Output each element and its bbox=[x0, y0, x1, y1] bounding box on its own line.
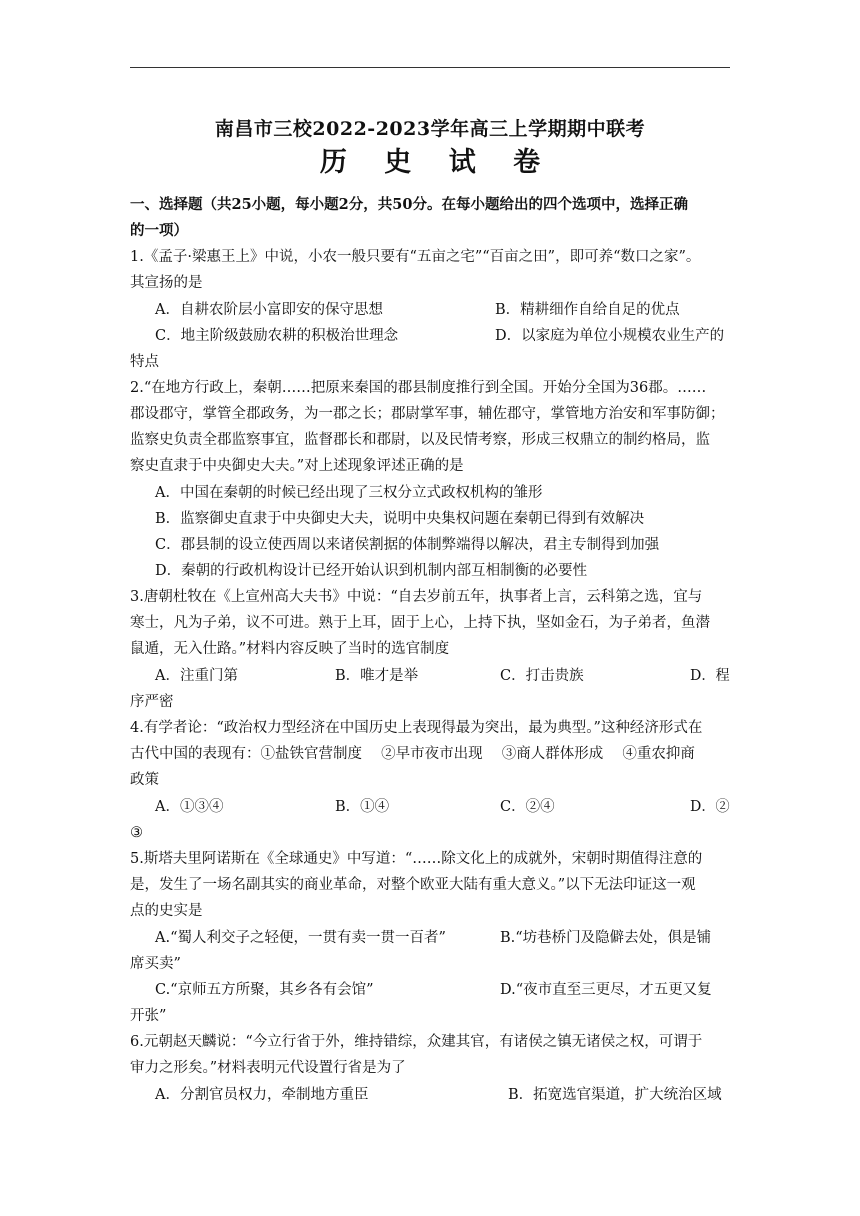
q2-stem: 察史直隶于中央御史大夫。”对上述现象评述正确的是 bbox=[130, 458, 464, 474]
q5-stem: 点的史实是 bbox=[130, 903, 203, 919]
q3-stem: 3.唐朝杜牧在《上宣州高大夫书》中说：“自去岁前五年，执事者上言，云科第之选，宜与 bbox=[130, 589, 703, 605]
q5-stem: 是，发生了一场名副其实的商业革命，对整个欧亚大陆有重大意义。”以下无法印证这一观 bbox=[130, 877, 696, 893]
q5-option-d: D.“夜市直至三更尽，才五更又复 bbox=[500, 982, 712, 998]
q5-option-b-continued: 席买卖” bbox=[130, 956, 181, 972]
subject-title: 历 史 试 卷 bbox=[319, 147, 555, 178]
q4-stem: 政策 bbox=[130, 772, 159, 788]
q1-option-c: C．地主阶级鼓励农耕的积极治世理念 bbox=[155, 328, 399, 344]
exam-title: 南昌市三校2022-2023学年高三上学期期中联考 bbox=[214, 118, 646, 140]
q3-option-d-continued: 序严密 bbox=[130, 694, 174, 710]
q5-stem: 5.斯塔夫里阿诺斯在《全球通史》中写道：“……除文化上的成就外，宋朝时期值得注意的 bbox=[130, 851, 703, 867]
q6-option-a: A．分割官员权力，牵制地方重臣 bbox=[155, 1087, 369, 1103]
q2-option-b: B．监察御史直隶于中央御史大夫，说明中央集权问题在秦朝已得到有效解决 bbox=[155, 511, 645, 527]
q6-stem: 6.元朝赵天麟说：“今立行省于外，维持错综，众建其官，有诸侯之镇无诸侯之权，可谓于 bbox=[130, 1034, 703, 1050]
q3-option-d: D．程 bbox=[690, 668, 730, 684]
q6-option-b: B．拓宽选官渠道，扩大统治区域 bbox=[508, 1087, 722, 1103]
q1-option-d: D．以家庭为单位小规模农业生产的 bbox=[495, 328, 725, 344]
q4-stem: 4.有学者论：“政治权力型经济在中国历史上表现得最为突出，最为典型。”这种经济形式在 bbox=[130, 720, 703, 736]
q5-option-c: C.“京师五方所聚，其乡各有会馆” bbox=[155, 982, 374, 998]
q5-option-d-continued: 开张” bbox=[130, 1008, 167, 1024]
q2-stem: 2.“在地方行政上，秦朝……把原来秦国的郡县制度推行到全国。开始分全国为36郡。…… bbox=[130, 380, 707, 396]
q3-option-c: C．打击贵族 bbox=[500, 668, 584, 684]
q2-stem: 监察史负责全郡监察事宜，监督郡长和郡尉，以及民情考察，形成三权鼎立的制约格局，监 bbox=[130, 432, 710, 448]
q2-option-a: A．中国在秦朝的时候已经出现了三权分立式政权机构的雏形 bbox=[155, 485, 543, 501]
q4-option-d: D．② bbox=[690, 799, 730, 815]
q3-stem: 寒士，凡为子弟，议不可进。熟于上耳，固于上心，上持下执，坚如金石，为子弟者，鱼潜 bbox=[130, 615, 710, 631]
header-rule bbox=[130, 67, 730, 68]
q5-option-b: B.“坊巷桥门及隐僻去处，俱是铺 bbox=[500, 930, 712, 946]
q3-option-a: A．注重门第 bbox=[155, 668, 238, 684]
q1-option-d-continued: 特点 bbox=[130, 354, 159, 370]
q4-option-b: B．①④ bbox=[335, 799, 390, 815]
q5-option-a: A.“蜀人利交子之轻便，一贯有卖一贯一百者” bbox=[155, 930, 446, 946]
q4-option-d-continued: ③ bbox=[130, 825, 143, 841]
q1-stem: 1.《孟子·梁惠王上》中说，小农一般只要有“五亩之宅”“百亩之田”，即可养“数口之家”。 bbox=[130, 249, 701, 265]
q3-option-b: B．唯才是举 bbox=[335, 668, 419, 684]
section-heading-line1: 一、选择题（共25小题，每小题2分，共50分。在每小题给出的四个选项中，选择正确 bbox=[130, 196, 688, 213]
q4-option-c: C．②④ bbox=[500, 799, 555, 815]
q3-stem: 鼠遁，无入仕路。”材料内容反映了当时的选官制度 bbox=[130, 641, 450, 657]
section-heading-line2: 的一项） bbox=[130, 222, 188, 239]
q1-option-b: B．精耕细作自给自足的优点 bbox=[495, 302, 680, 318]
section-heading bbox=[130, 195, 730, 215]
q6-stem: 审力之形矣。”材料表明元代设置行省是为了 bbox=[130, 1060, 406, 1076]
q1-stem: 其宣扬的是 bbox=[130, 275, 203, 291]
q2-stem: 郡设郡守，掌管全郡政务，为一郡之长；郡尉掌军事，辅佐郡守，掌管地方治安和军事防御； bbox=[130, 406, 725, 422]
q4-stem: 古代中国的表现有：①盐铁官营制度 ②早市夜市出现 ③商人群体形成 ④重农抑商 bbox=[130, 746, 695, 762]
q2-option-c: C．郡县制的设立使西周以来诸侯割据的体制弊端得以解决，君主专制得到加强 bbox=[155, 537, 660, 553]
q4-option-a: A．①③④ bbox=[155, 799, 224, 815]
q2-option-d: D．秦朝的行政机构设计已经开始认识到机制内部互相制衡的必要性 bbox=[155, 563, 588, 579]
q1-option-a: A．自耕农阶层小富即安的保守思想 bbox=[155, 302, 383, 318]
